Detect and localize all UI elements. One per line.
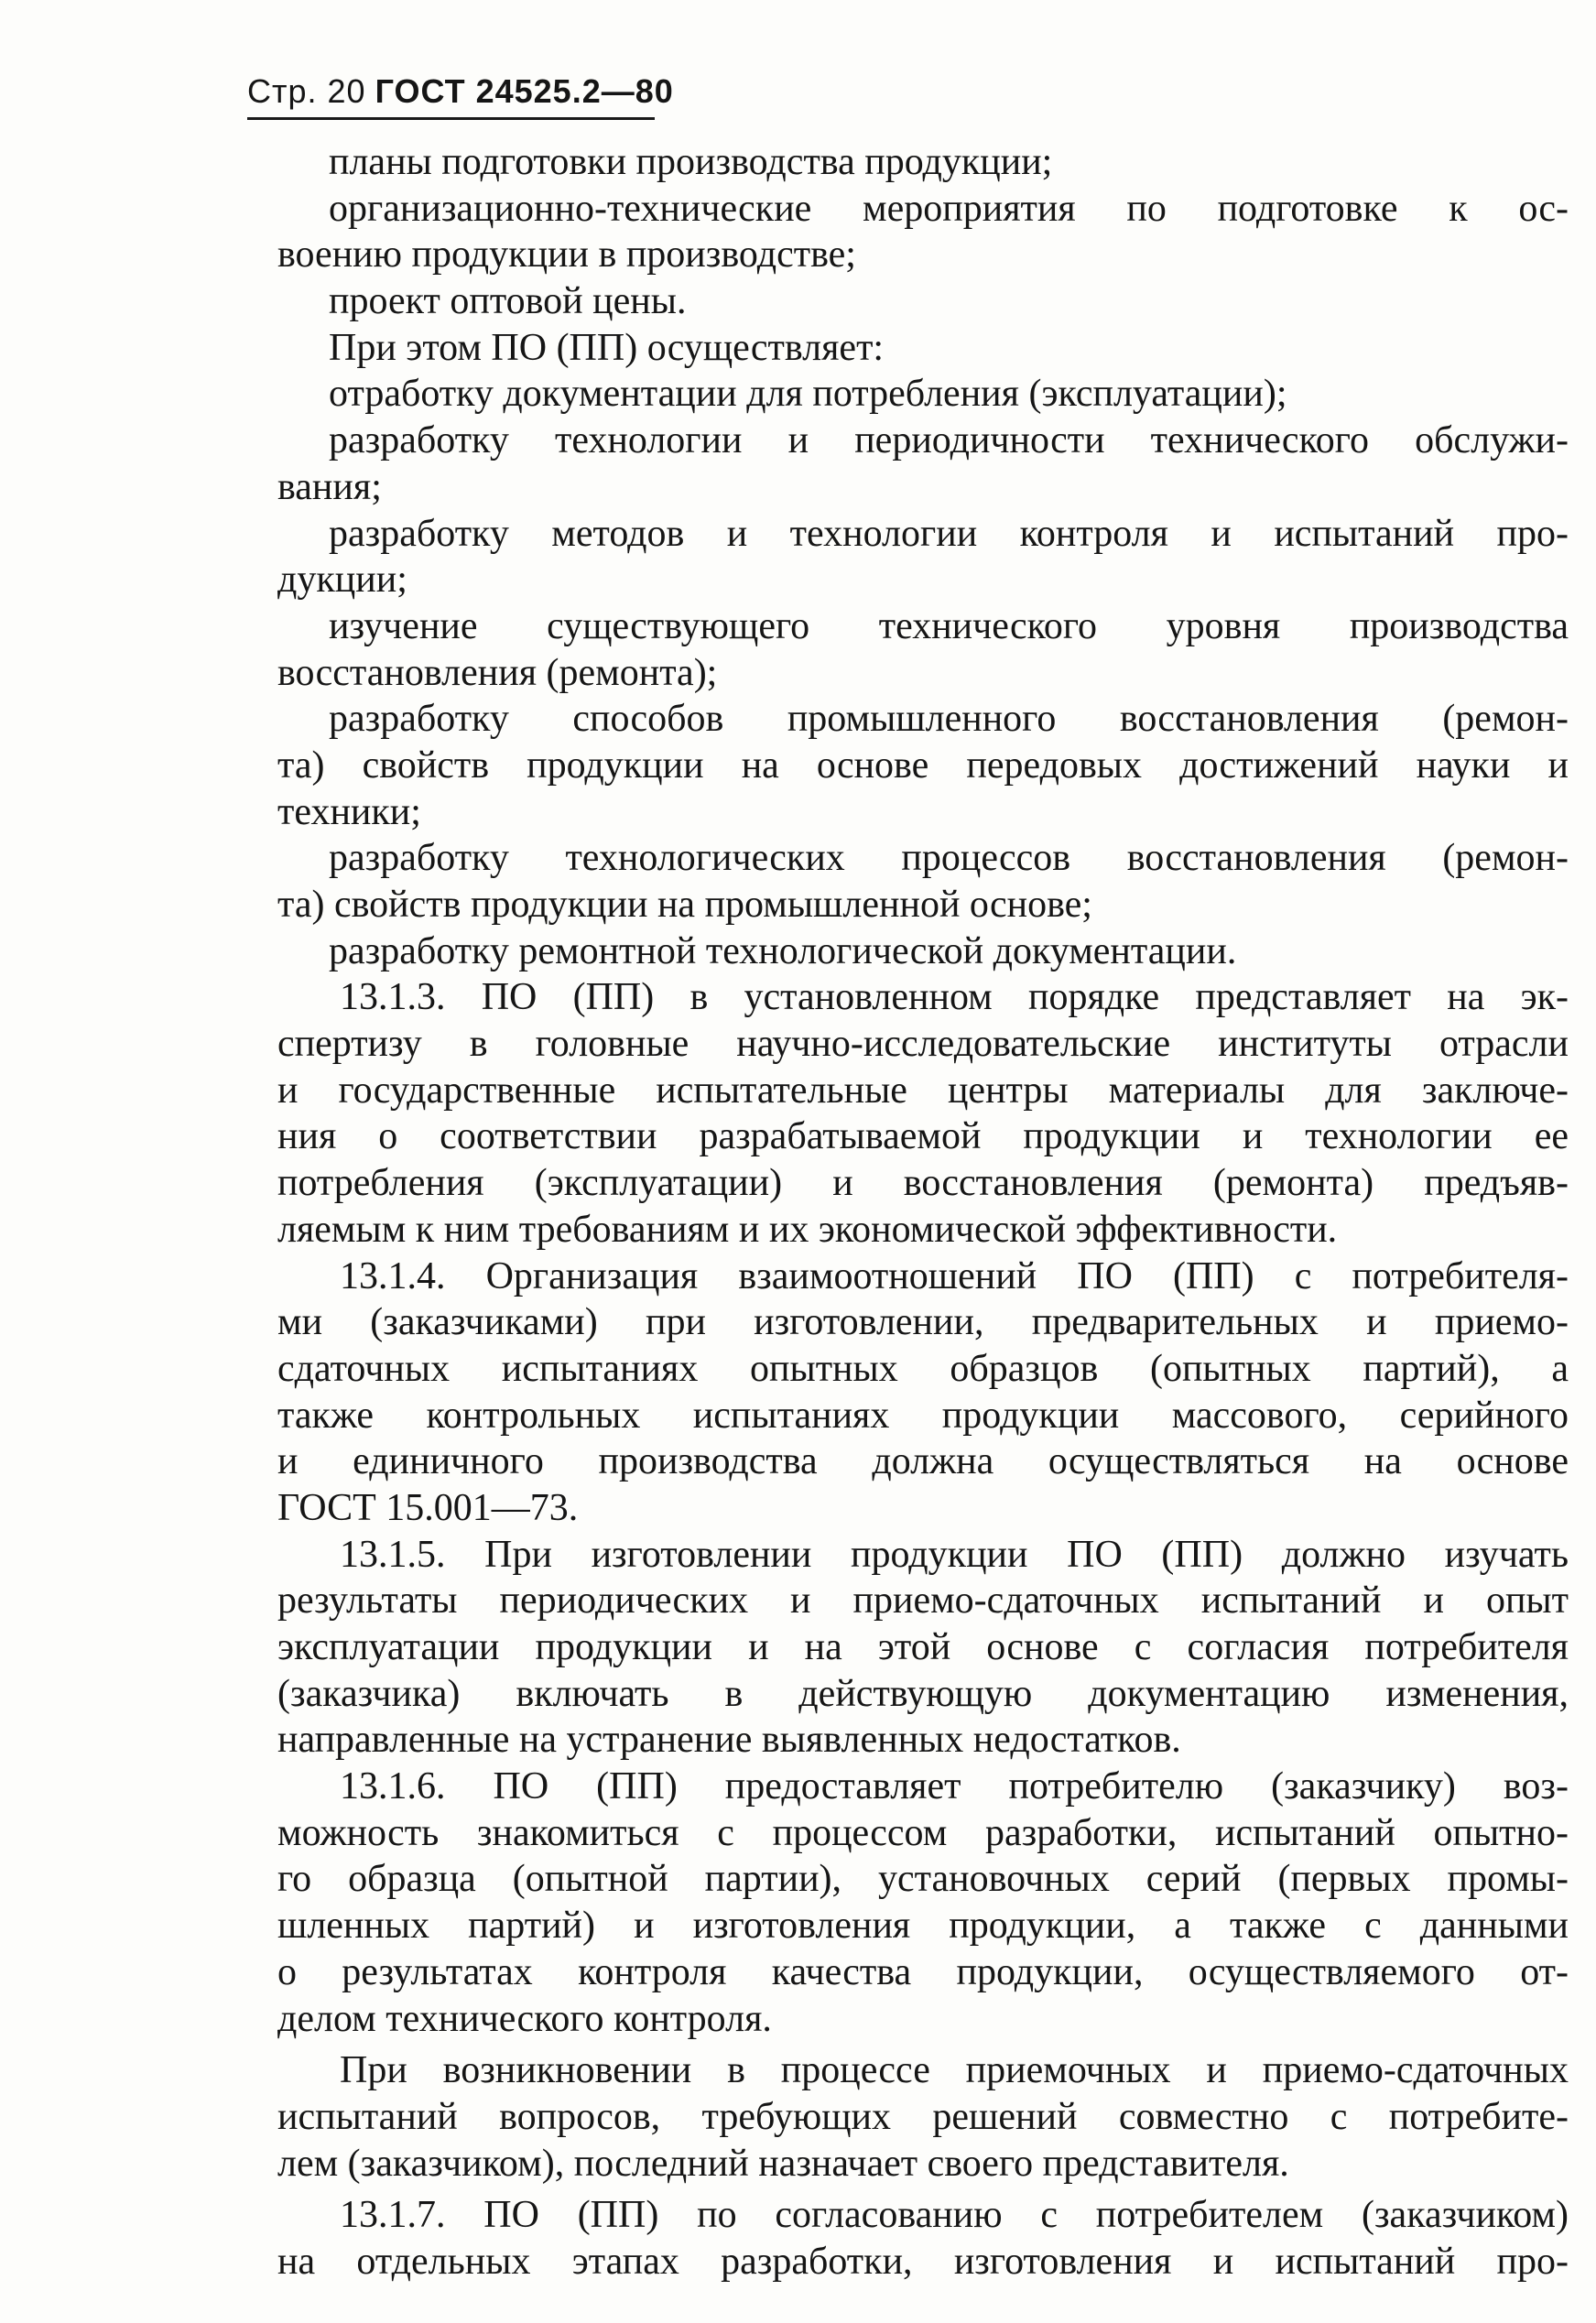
text-line: направленные на устранение выявленных недостатков. [277,1719,1181,1762]
text-line: ми (заказчиками) при изготовлении, предварительных и приемо- [277,1301,1569,1344]
text-line: организационно-технические мероприятия по подготовке к ос- [329,187,1569,230]
text-line: ГОСТ 15.001—73. [277,1486,579,1529]
text-line: восстановления (ремонта); [277,651,718,694]
text-line: результаты периодических и приемо-сдаточных испытаний и опыт [277,1579,1569,1623]
text-line: разработку ремонтной технологической документации. [329,929,1237,972]
text-line: При возникновении в процессе приемочных и приемо-сдаточных [340,2049,1569,2092]
text-line: можность знакомиться с процессом разработки, испытаний опытно- [277,1811,1569,1854]
text-line: вания; [277,465,382,508]
text-line: сдаточных испытаниях опытных образцов (опытных партий), а [277,1347,1569,1390]
text-line: ляемым к ним требованиям и их экономической эффективности. [277,1208,1338,1251]
text-line: делом технического контроля. [277,1997,772,2040]
standard-designation: ГОСТ 24525.2—80 [375,72,674,110]
text-line: разработку технологических процессов восстановления (ремон- [329,837,1569,880]
text-line: потребления (эксплуатации) и восстановления (ремонта) предъяв- [277,1162,1569,1205]
text-line: о результатах контроля качества продукции, осуществляемого от- [277,1950,1569,1993]
text-line: (заказчика) включать в действующую документацию изменения, [277,1672,1569,1715]
text-line: отработку документации для потребления (эксплуатации); [329,373,1287,416]
text-line: эксплуатации продукции и на этой основе с согласия потребителя [277,1626,1569,1668]
text-line: изучение существующего технического уровня производства [329,604,1569,647]
text-line: испытаний вопросов, требующих решений совместно с потребите- [277,2095,1569,2138]
text-line: на отдельных этапах разработки, изготовления и испытаний про- [277,2240,1569,2283]
text-line: планы подготовки производства продукции; [329,141,1053,183]
text-line: 13.1.3. ПО (ПП) в установленном порядке представляет на эк- [340,976,1569,1019]
text-line: разработку методов и технологии контроля и испытаний про- [329,512,1569,555]
text-line: техники; [277,790,421,833]
text-line: При этом ПО (ПП) осуществляет: [329,326,885,369]
text-line: лем (заказчиком), последний назначает своего представителя. [277,2142,1289,2185]
text-line: проект оптовой цены. [329,280,687,323]
text-line: 13.1.6. ПО (ПП) предоставляет потребителю (заказчику) воз- [340,1765,1569,1808]
page-header [247,71,674,112]
text-line: го образца (опытной партии), установочных серий (первых промы- [277,1858,1569,1901]
text-line: дукции; [277,559,407,602]
text-line: спертизу в головные научно-исследовательские институты отрасли [277,1023,1569,1066]
text-line: разработку способов промышленного восстановления (ремон- [329,698,1569,741]
body-text [277,139,1569,2285]
text-line: та) свойств продукции на промышленной основе; [277,884,1092,926]
text-line: также контрольных испытаниях продукции массового, серийного [277,1394,1569,1437]
page-number: Стр. 20 [247,72,366,110]
text-line: и государственные испытательные центры материалы для заключе- [277,1069,1569,1112]
text-line: 13.1.5. При изготовлении продукции ПО (ПП) должно изучать [340,1533,1569,1576]
text-line: 13.1.7. ПО (ПП) по согласованию с потребителем (заказчиком) [340,2194,1569,2237]
text-line: 13.1.4. Организация взаимоотношений ПО (ПП) с потребителя- [340,1254,1569,1297]
text-line: шленных партий) и изготовления продукции, а также с данными [277,1905,1569,1948]
text-line: ния о соответствии разрабатываемой продукции и технологии ее [277,1115,1569,1158]
text-line: разработку технологии и периодичности технического обслужи- [329,419,1569,462]
header-rule [247,117,655,120]
text-line: и единичного производства должна осуществляться на основе [277,1440,1569,1483]
text-line: воению продукции в производстве; [277,233,856,277]
text-line: та) свойств продукции на основе передовых достижений науки и [277,744,1569,787]
